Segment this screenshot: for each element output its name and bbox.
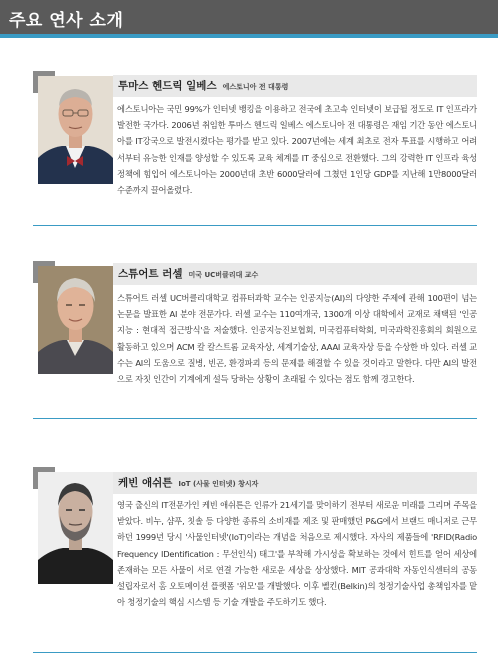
speaker-role: 미국 UC버클리대 교수 [188, 271, 259, 279]
speaker-name: 스튜어트 러셀 미국 UC버클리대 교수 [118, 268, 259, 280]
divider [33, 418, 477, 419]
divider [33, 652, 477, 653]
portrait-bearded-man-icon [38, 472, 113, 584]
section-header [0, 0, 498, 34]
speaker-photo [38, 266, 113, 374]
speaker-name-bar [113, 263, 477, 285]
speaker-name-bar [113, 75, 477, 97]
speaker-photo [38, 76, 113, 184]
speaker-photo [38, 472, 113, 584]
speaker-name: 투마스 헨드릭 일베스 에스토니아 전 대통령 [118, 80, 289, 92]
speaker-role: 에스토니아 전 대통령 [222, 83, 289, 91]
divider [33, 225, 477, 226]
portrait-grey-haired-man-icon [38, 266, 113, 374]
header-accent-line [0, 34, 498, 38]
speaker-role: IoT (사물 인터넷) 창시자 [178, 480, 259, 488]
speaker-name-bar [113, 472, 477, 494]
speaker-bio: 영국 출신의 IT전문가인 케빈 애쉬튼은 인류가 21세기를 맞이하기 전부터 새로운 미래를 그리며 주목을 받았다. 비누, 샴푸, 칫솔 등 다양한 종류의 소비재를 제조 및 판매했던 P&G에서 브랜드 매니저로 근무하던 1999년 당시 '사물인터넷'(IoT)이라는 개념을 처음으로 제시했다. 자사의 제품들에 'RFID(Radio Frequency IDentification : 무선인식) 태그'를 부착해 가시성을 확보하는 것에서 힌트를 얻어 세상에 존재하는 모든 사물이 서로 연결 가능한 새로운 세상을 상상했다. MIT 공과대학 자동인식센터의 공동 설립자로서 홈 오토메이션 플랫폼 '위모'를 개발했다. 이후 벨킨(Belkin)의 청정기술사업 총책임자를 맡아 청정기술의 핵심 시스템 등 기술 개발을 주도하기도 했다. [117, 500, 477, 608]
portrait-bowtie-man-icon [38, 76, 113, 184]
page-title: 주요 연사 소개 [9, 11, 124, 31]
speaker-bio: 스튜어트 러셀 UC버클리대학교 컴퓨터과학 교수는 인공지능(AI)의 다양한 주제에 관해 100편이 넘는 논문을 발표한 AI 분야 전문가다. 러셀 교수는 110여개국, 1300개 이상 대학에서 교재로 채택된 '인공지능 : 현대적 접근방식'을 저술했다. 인공지능진보협회, 미국컴퓨터학회, 미국과학진흥회의 회원으로 활동하고 있으며 ACM 칼 칼스트롬 교육자상, 세계기술상, AAAI 교육자상 등을 수상한 바 있다. 러셀 교수는 AI의 도움으로 질병, 빈곤, 환경파괴 등의 문제를 해결할 수 있을 것이라고 말한다. 다만 AI의 발전으로 자칫 인간이 기계에게 설득 당하는 상황이 초래될 수 있다는 점도 함께 경고한다. [117, 293, 477, 385]
speaker-bio: 에스토니아는 국민 99%가 인터넷 뱅킹을 이용하고 전국에 초고속 인터넷이 보급될 정도로 IT 인프라가 발전한 국가다. 2006년 취임한 투마스 헨드릭 일베스 에스토니아 전 대통령은 재임 기간 동안 에스토니아를 IT강국으로 발전시켰다는 평가를 받고 있다. 2007년에는 세계 최초로 전자 투표를 시행하고 어려서부터 유능한 인재를 양성할 수 있도록 교육 체계를 IT 중심으로 전환했다. 그의 강력한 IT 인프라 육성 정책에 힘입어 에스토니아는 2000년대 초반 6000달러에 그쳤던 1인당 GDP를 지난해 1만8000달러 수준까지 끌어올렸다. [117, 104, 477, 196]
speaker-name: 케빈 애쉬튼 IoT (사물 인터넷) 창시자 [118, 477, 259, 489]
